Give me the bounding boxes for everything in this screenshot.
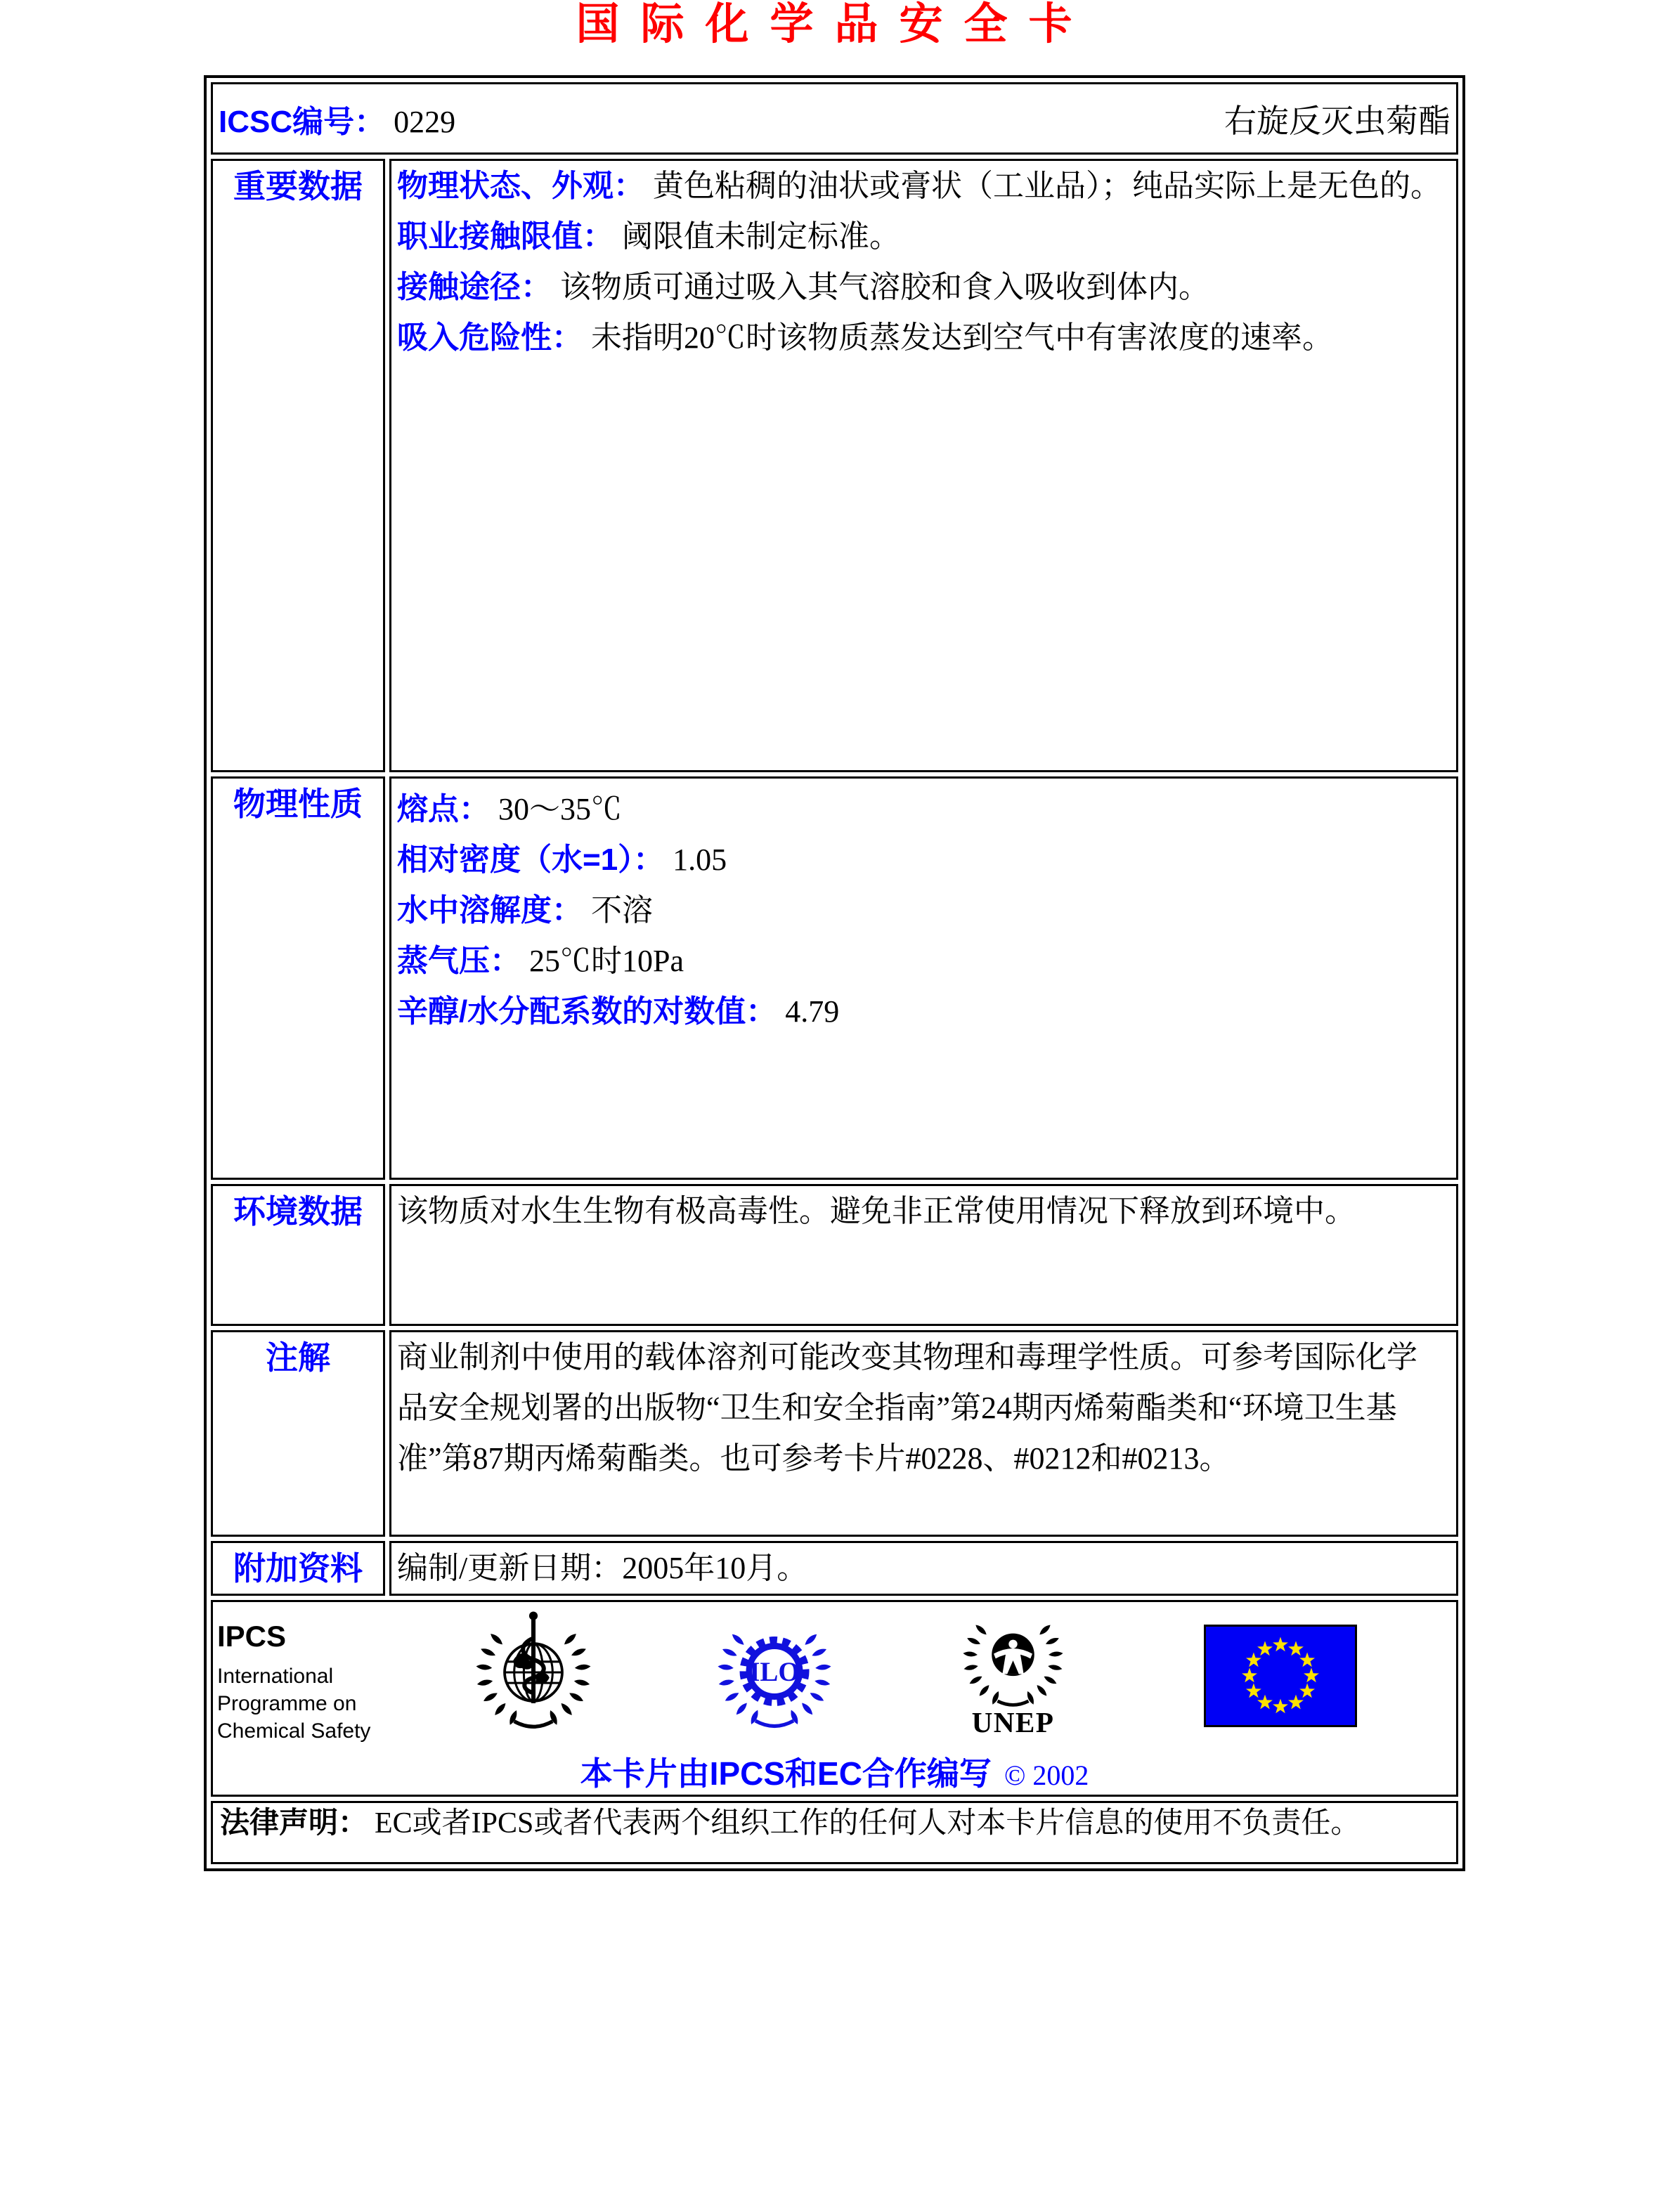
field-label: 水中溶解度：	[397, 893, 583, 928]
unep-letters: UNEP	[971, 1705, 1055, 1738]
notes-label-cell	[211, 1330, 385, 1537]
field-value: 30～35℃	[498, 792, 622, 826]
field-value: 25℃时10Pa	[529, 944, 684, 978]
field-value: 该物质可通过吸入其气溶胶和食入吸收到体内。	[560, 270, 1209, 304]
field-value: 阈限值未制定标准。	[622, 219, 900, 254]
field-value: 1.05	[673, 842, 727, 877]
icsc-number-value: 0229	[394, 104, 456, 139]
ipcs-line: Programme on	[217, 1692, 357, 1715]
ipcs-line: International	[217, 1665, 334, 1688]
ilo-logo-icon	[711, 1611, 838, 1738]
additional-info-label-cell	[211, 1541, 385, 1596]
who-logo-icon	[469, 1611, 597, 1738]
data-item	[397, 313, 1448, 363]
field-label: 相对密度（水=1）：	[397, 842, 665, 877]
legal-row	[211, 1801, 1458, 1864]
legal-label: 法律声明：	[220, 1806, 368, 1839]
field-label: 辛醇/水分配系数的对数值：	[397, 994, 777, 1029]
physical-properties-row	[211, 776, 1458, 1180]
data-item	[397, 784, 1448, 835]
credit-line	[213, 1748, 1456, 1795]
chemical-name: 右旋反灭虫菊酯	[1224, 103, 1450, 139]
important-data-label-cell	[211, 159, 385, 772]
field-label: 蒸气压：	[397, 944, 521, 978]
legal-cell	[211, 1801, 1458, 1864]
data-item	[397, 161, 1448, 212]
field-label: 职业接触限值：	[397, 219, 614, 254]
copyright-text: © 2002	[1004, 1759, 1089, 1791]
field-label: 编制/更新日期：	[397, 1551, 623, 1585]
field-value: 2005年10月。	[622, 1551, 808, 1585]
additional-info-row	[211, 1541, 1458, 1596]
physical-properties-content-cell	[389, 776, 1458, 1180]
logos-row	[211, 1600, 1458, 1797]
data-item	[397, 987, 1448, 1037]
logos-cell	[211, 1600, 1458, 1797]
physical-properties-label-cell	[211, 776, 385, 1180]
data-item	[397, 1543, 1448, 1594]
field-value: 4.79	[785, 994, 840, 1029]
notes-row	[211, 1330, 1458, 1537]
ipcs-acronym: IPCS	[217, 1620, 287, 1653]
icsc-number-label: ICSC编号：	[219, 104, 386, 139]
section-label: 环境数据	[233, 1193, 363, 1230]
important-data-content-cell	[389, 159, 1458, 772]
field-value: 不溶	[591, 893, 653, 928]
data-item	[397, 835, 1448, 885]
section-label: 附加资料	[233, 1550, 363, 1587]
header-row	[211, 82, 1458, 155]
data-item	[397, 885, 1448, 936]
section-text: 该物质对水生生物有极高毒性。避免非正常使用情况下释放到环境中。	[397, 1194, 1356, 1228]
field-value: 黄色粘稠的油状或膏状（工业品）；纯品实际上是无色的。	[653, 169, 1441, 203]
section-text: 商业制剂中使用的载体溶剂可能改变其物理和毒理学性质。可参考国际化学品安全规划署的出版物“卫生和安全指南”第24期丙烯菊酯类和“环境卫生基准”第87期丙烯菊酯类。也可参考卡片#0228、#0212和#0213。	[397, 1340, 1417, 1476]
important-data-row	[211, 159, 1458, 772]
ilo-letters: ILO	[749, 1657, 800, 1687]
environmental-data-row	[211, 1184, 1458, 1326]
field-label: 物理状态、外观：	[397, 169, 644, 203]
environmental-data-content-cell	[389, 1184, 1458, 1326]
ipcs-text-block	[217, 1620, 370, 1745]
additional-info-content-cell	[389, 1541, 1458, 1596]
legal-text: EC或者IPCS或者代表两个组织工作的任何人对本卡片信息的使用不负责任。	[375, 1807, 1361, 1840]
section-label: 重要数据	[233, 168, 363, 204]
section-label: 注解	[266, 1339, 330, 1376]
header-cell	[211, 82, 1458, 155]
field-label: 接触途径：	[397, 270, 552, 304]
eu-flag-icon	[1204, 1625, 1357, 1727]
field-label: 熔点：	[397, 792, 490, 826]
data-item	[397, 936, 1448, 987]
icsc-card-table	[204, 75, 1465, 1871]
unep-logo-icon	[955, 1608, 1071, 1738]
field-label: 吸入危险性：	[397, 320, 583, 355]
field-value: 未指明20℃时该物质蒸发达到空气中有害浓度的速率。	[591, 320, 1333, 355]
icsc-number-field	[219, 96, 455, 141]
page-title: 国际化学品安全卡	[576, 0, 1093, 48]
section-label: 物理性质	[233, 786, 363, 822]
environmental-data-label-cell	[211, 1184, 385, 1326]
credit-text: 本卡片由IPCS和EC合作编写	[580, 1755, 992, 1792]
data-item	[397, 262, 1448, 313]
ipcs-line: Chemical Safety	[217, 1719, 371, 1743]
notes-content-cell	[389, 1330, 1458, 1537]
data-item	[397, 212, 1448, 262]
